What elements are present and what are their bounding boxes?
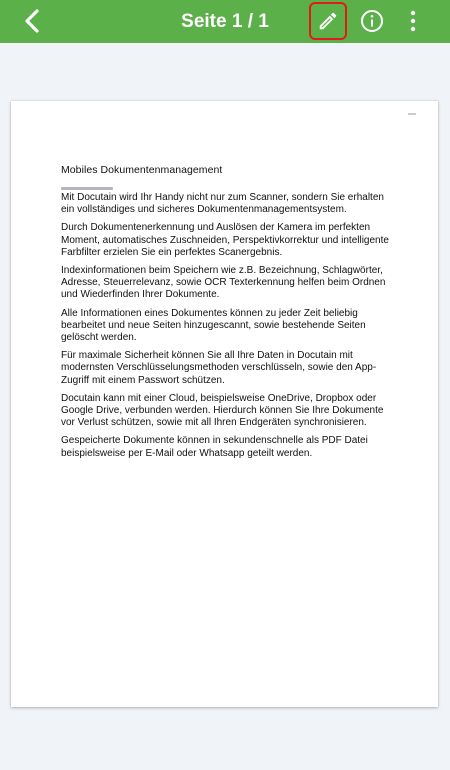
scan-artifact	[408, 113, 416, 115]
document-heading: Mobiles Dokumentenmanagement	[61, 164, 223, 176]
document-paragraph: Indexinformationen beim Speichern wie z.B. Bezeichnung, Schlagwörter, Adresse, Steuerrelevanz, sowie OCR Texterkennung helfen beim Ordnen und Wiederfinden Ihrer Dokumente.	[61, 265, 386, 301]
more-vertical-icon	[409, 10, 417, 32]
document-paragraph: Für maximale Sicherheit können Sie all Ihre Daten in Docutain mit modernsten Verschlüsselungsmethoden verschlüsseln, sowie den App-Zugriff mit einem Passwort schützen.	[61, 350, 377, 386]
document-paragraph: Mit Docutain wird Ihr Handy nicht nur zum Scanner, sondern Sie erhalten ein vollständiges und sicheres Dokumentenmanagementsystem.	[61, 192, 384, 216]
document-paragraph: Alle Informationen eines Dokumentes können zu jeder Zeit beliebig bearbeitet und neue Seiten hinzugescannt, sowie bestehende Seiten gelöscht werden.	[61, 307, 366, 344]
heading-underline	[61, 187, 113, 190]
chevron-left-icon	[23, 8, 41, 34]
document-paragraph: Docutain kann mit einer Cloud, beispielsweise OneDrive, Dropbox oder Google Drive, verbunden werden. Hierdurch können Sie Ihre Dokumente vor Verlust schützen, sowie mit all Ihren Endgeräten synchronisieren.	[61, 392, 384, 429]
top-app-bar	[0, 0, 450, 43]
pencil-icon	[317, 10, 339, 32]
document-body	[61, 192, 396, 466]
back-button[interactable]	[14, 4, 50, 38]
page-title: Seite 1 / 1	[181, 11, 269, 32]
document-page[interactable]	[11, 101, 438, 707]
edit-button[interactable]	[309, 2, 347, 40]
document-paragraph: Durch Dokumentenerkennung und Auslösen der Kamera im perfekten Moment, automatisches Zuschneiden, Perspektivkorrektur und intelligente Farbfilter erzielen Sie ein perfektes Scanergebnis.	[61, 222, 389, 258]
more-options-button[interactable]	[398, 5, 428, 37]
document-paragraph: Gespeicherte Dokumente können in sekundenschnelle als PDF Datei beispielsweise per E-Mail oder Whatsapp geteilt werden.	[61, 435, 368, 459]
info-button[interactable]	[356, 5, 388, 37]
info-circle-icon	[360, 9, 384, 33]
